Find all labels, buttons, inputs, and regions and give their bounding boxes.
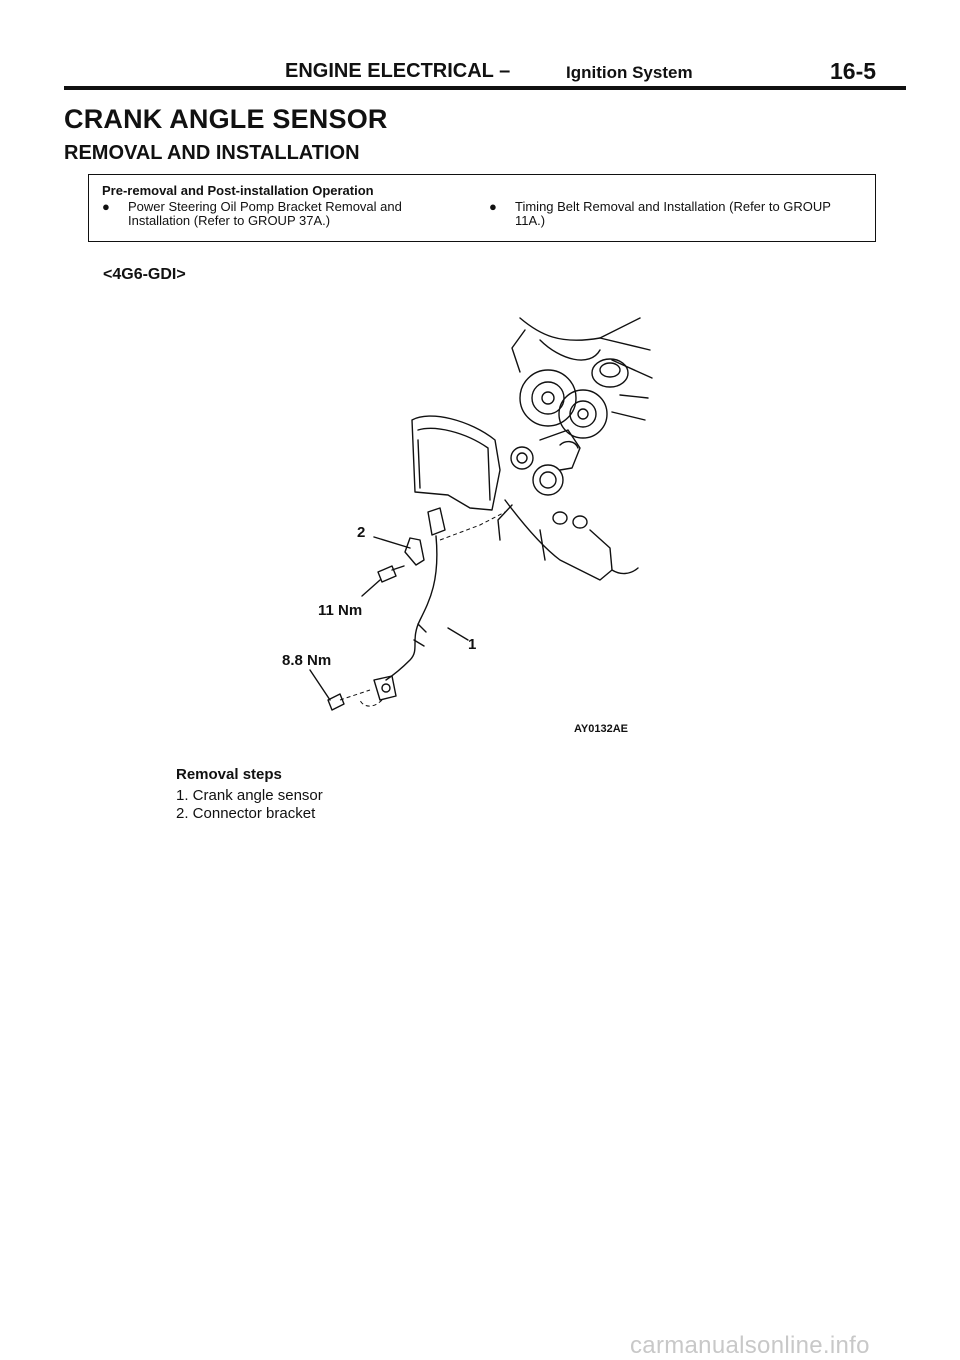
callout-part-2: 2 (357, 524, 366, 541)
figure-code: AY0132AE (574, 723, 629, 735)
pre-removal-heading: Pre-removal and Post-installation Operation (102, 183, 374, 198)
header-dash: – (499, 60, 511, 82)
bullet-icon: ● (489, 199, 497, 214)
section-title: Ignition System (566, 63, 693, 82)
removal-step: 1. Crank angle sensor (176, 787, 323, 804)
torque-label-8-8nm: 8.8 Nm (282, 652, 332, 669)
pre-removal-item-text: Timing Belt Removal and Installation (Refer to GROUP 11A.) (515, 199, 831, 228)
page-title: CRANK ANGLE SENSOR (64, 104, 388, 134)
torque-label-11nm: 11 Nm (318, 602, 363, 619)
removal-step: 2. Connector bracket (176, 805, 316, 822)
page-subtitle: REMOVAL AND INSTALLATION (64, 142, 360, 164)
bullet-icon: ● (102, 199, 110, 214)
chapter-title: ENGINE ELECTRICAL – (285, 60, 511, 82)
page-number: 16-5 (830, 58, 877, 84)
pre-removal-item-text: Power Steering Oil Pomp Bracket Removal and Installation (Refer to GROUP 37A.) (128, 199, 402, 228)
callout-part-1: 1 (468, 636, 477, 653)
footer-watermark: carmanualsonline.info (630, 1332, 870, 1359)
removal-steps-title: Removal steps (176, 766, 282, 783)
engine-code: <4G6-GDI> (103, 266, 186, 283)
